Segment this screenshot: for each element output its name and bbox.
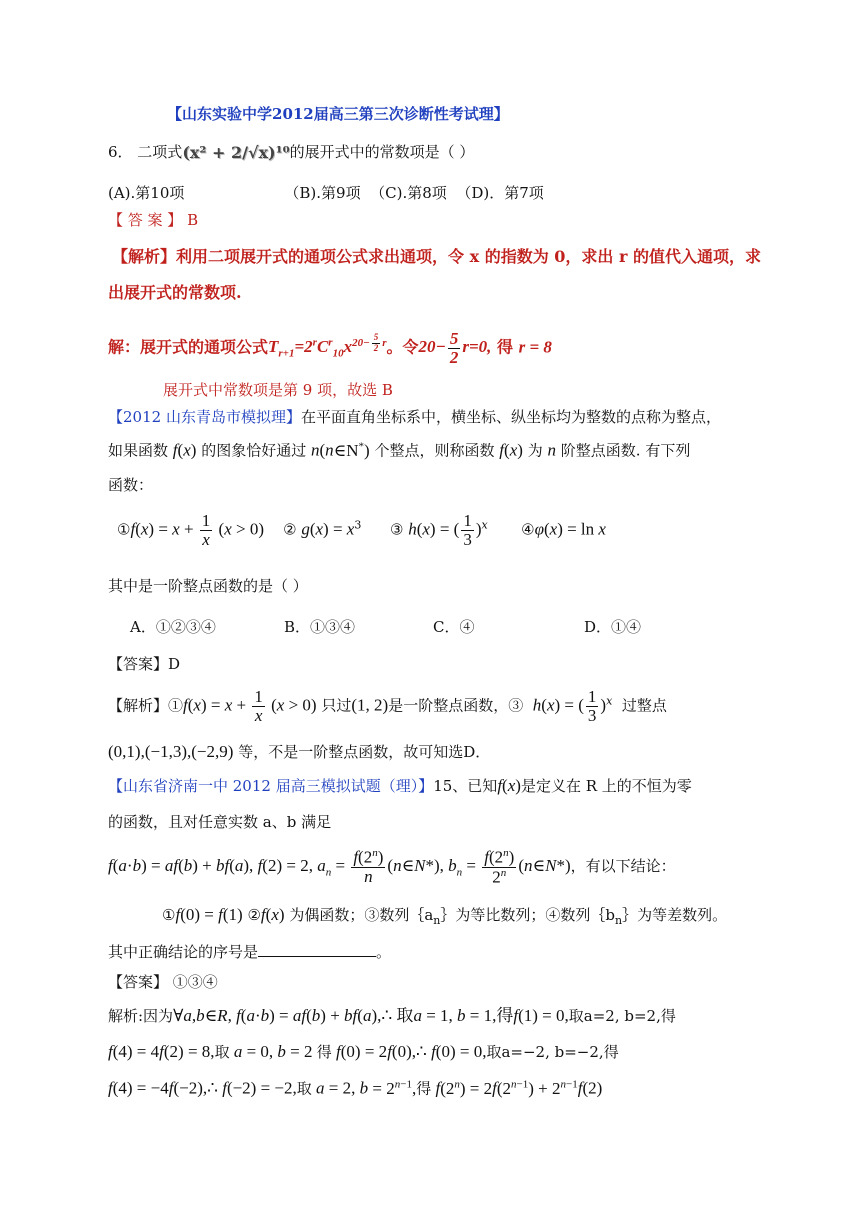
q1-option-c: （C).第8项 [370, 184, 447, 202]
q3-source: 【山东省济南一中 2012 届高三模拟试题（理）】 [108, 777, 434, 795]
q1-term-formula: $T_{r+1}=2^rC^r_{10}x^{20- \frac{5}{2} r}$ [268, 332, 387, 360]
q3-stem-line1: 【山东省济南一中 2012 届高三模拟试题（理）】15、已知f(x)是定义在 R 上的不恒为零 [108, 776, 692, 795]
q1-conclusion: 展开式中常数项是第 9 项，故选 B [163, 381, 393, 399]
q2-choice-a: A．①②③④ [130, 618, 216, 636]
q3-solution-line1: 解析:因为∀a,b∈R, f(a·b) = af(b) + bf(a),∴ 取a = 1, b = 1,得f(1) = 0,取a=2, b=2,得 [108, 1006, 676, 1025]
q2-stem-line2: 如果函数 f(x) 的图象恰好通过 n(n∈N*) 个整点，则称函数 f(x) 为 n 阶整点函数. 有下列 [108, 440, 691, 460]
q2-stem-line3: 函数： [108, 476, 154, 494]
q1-option-d: （D)．第7项 [456, 184, 544, 202]
q1-options [108, 184, 544, 202]
q1-equation: 20− $\frac{5}{2}$ r=0, [418, 329, 492, 367]
q3-answer: 【答案】 ①③④ [108, 973, 218, 991]
q2-stem-line1: 【2012 山东青岛市模拟理】在平面直角坐标系中，横坐标、纵坐标均为整数的点称为整点， [108, 408, 721, 426]
q3-solution-line2: f(4) = 4f(2) = 8,取 a = 0, b = 2 得 f(0) = 2f(0),∴ f(0) = 0,取a=−2, b=−2,得 [108, 1042, 619, 1061]
q2-choice-c: C．④ [433, 618, 475, 636]
q2-functions: ①f(x) = x + $\frac{1}{x}$ (x > 0) ② $g(x) = x^3$ ③ h(x) = ( $\frac{1}{3}$ )$^x$ ④φ(x) = ln x [117, 511, 606, 549]
q1-option-b: （B).第9项 [284, 184, 361, 202]
q1-option-a: (A).第10项 [108, 184, 185, 202]
q1-analysis-line1: 【解析】利用二项展开式的通项公式求出通项，令 x 的指数为 0，求出 r 的值代入通项，求 [112, 247, 761, 266]
q1-stem: 6． 二项式(x² + 2/√x)¹⁰的展开式中的常数项是（ ） [108, 143, 475, 163]
q2-choice-d: D．①④ [584, 618, 642, 636]
q2-choice-b: B．①③④ [284, 618, 356, 636]
q1-source: 【山东实验中学2012届高三第三次诊断性考试理】 [167, 105, 509, 123]
q3-stem-line2: 的函数，且对任意实数 a、b 满足 [108, 813, 332, 831]
q2-answer: 【答案】D [108, 655, 181, 673]
binomial-formula-image: (x² + 2/√x)¹⁰ [182, 143, 290, 163]
q1-analysis-line2: 出展开式的常数项. [108, 283, 242, 302]
q1-answer: 【 答 案 】 B [108, 211, 199, 229]
q3-answer-blank [258, 942, 376, 957]
q3-conclusions: ①f(0) = f(1) ②f(x) 为偶函数；③数列$\{a_n\}$为等比数列；④数列$\{b_n\}$为等差数列。 [162, 905, 728, 927]
q3-conditions: f(a·b) = af(b) + bf(a), f(2) = 2, $a_n$ = $\frac{f(2^n)}{n}$ (n∈N*), $b_n$ = $\frac{f(2^n)}{2^n}$ (n∈N*)，有以下结论： [108, 847, 676, 887]
q2-analysis-line2: (0,1),(−1,3),(−2,9) 等，不是一阶整点函数，故可知选D． [108, 742, 491, 761]
q2-source: 【2012 山东青岛市模拟理】 [108, 408, 301, 426]
q2-analysis-line1: 【解析】①f(x) = x + $\frac{1}{x}$ (x > 0) 只过(1, 2)是一阶整点函数，③ h(x) = ( $\frac{1}{3}$ )$^x$ 过整点 [108, 687, 667, 725]
q3-question: 其中正确结论的序号是 。 [108, 943, 392, 961]
q3-solution-line3: f(4) = −4f(−2),∴ f(−2) = −2,取 a = 2, $b = 2^{n-1}$,得 $f(2^n) = 2f(2^{n-1}) + 2^{n-1}f(2)$ [108, 1078, 603, 1098]
q1-solution: 解：展开式的通项公式$T_{r+1}=2^rC^r_{10}x^{20- \frac{5}{2} r}$。令20− $\frac{5}{2}$ r=0, 得 r = 8 [108, 329, 552, 367]
q2-question: 其中是一阶整点函数的是（ ） [108, 577, 308, 595]
